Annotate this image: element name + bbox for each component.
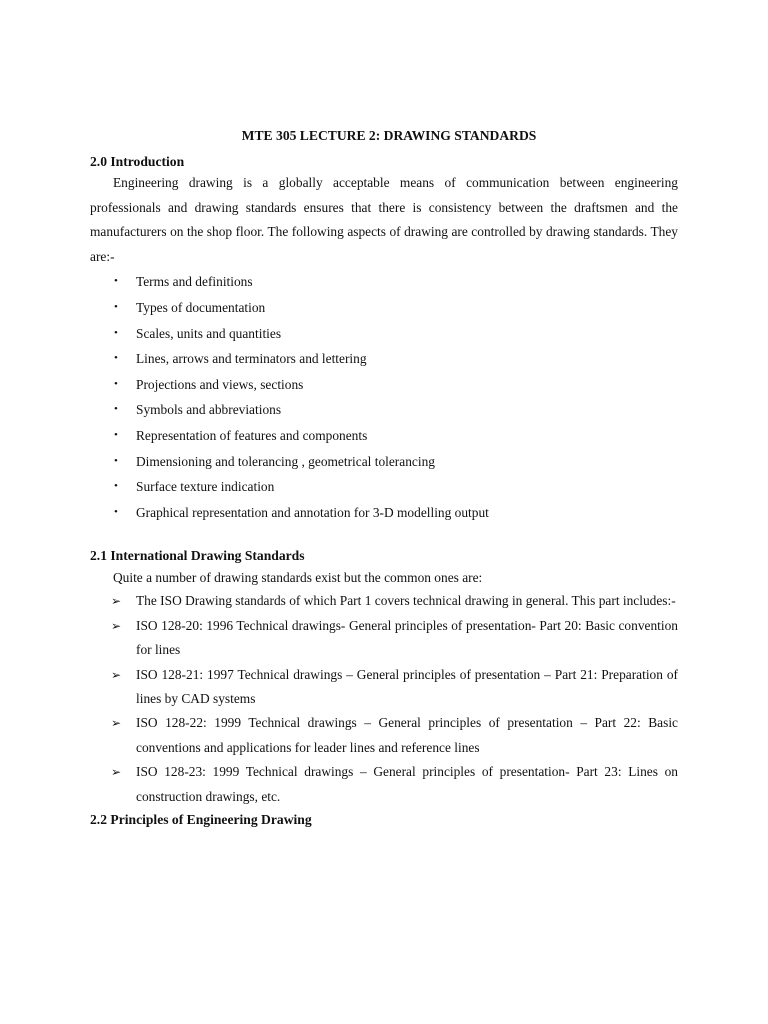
- bullet-icon: •: [114, 428, 118, 441]
- section-spacer: [90, 525, 678, 545]
- list-item: [90, 500, 678, 526]
- arrow-bullet-icon: ➢: [111, 618, 122, 633]
- list-item-text: Types of documentation: [136, 299, 266, 315]
- list-item: [90, 614, 678, 663]
- list-item: [90, 372, 678, 398]
- bullet-icon: •: [114, 352, 118, 365]
- list-item-text: Symbols and abbreviations: [136, 402, 282, 418]
- arrow-bullet-icon: ➢: [111, 667, 122, 682]
- list-item-text: ISO 128-22: 1999 Technical drawings – General principles of presentation – Part 22: Basic conventions and applications for leader lines and reference lines: [136, 715, 678, 755]
- bullet-icon: •: [114, 326, 118, 339]
- list-item-text: Terms and definitions: [136, 274, 253, 290]
- list-item-text: ISO 128-21: 1997 Technical drawings – General principles of presentation – Part 21: Preparation of lines by CAD systems: [136, 666, 678, 706]
- list-item-text: Dimensioning and tolerancing , geometrical tolerancing: [136, 453, 435, 469]
- list-item: [90, 269, 678, 295]
- list-item-text: Representation of features and components: [136, 427, 368, 443]
- standards-intro-text: Quite a number of drawing standards exist but the common ones are:: [113, 570, 483, 586]
- list-item: [90, 474, 678, 500]
- bullet-icon: •: [114, 300, 118, 313]
- list-item-text: Graphical representation and annotation for 3-D modelling output: [136, 504, 489, 520]
- arrow-bullet-icon: ➢: [111, 765, 122, 780]
- list-item: [90, 321, 678, 347]
- introduction-paragraph: Engineering drawing is a globally acceptable means of communication between engineering professionals and drawing standards ensures that there is consistency between the draftsmen and the manufacturers on the shop floor. The following aspects of drawing are controlled by drawing standards. They are:-: [90, 175, 678, 264]
- list-item: [90, 295, 678, 321]
- list-item-text: Projections and views, sections: [136, 376, 304, 392]
- bullet-icon: •: [114, 275, 118, 288]
- list-item: [90, 423, 678, 449]
- list-item: [90, 589, 678, 613]
- list-item: [90, 711, 678, 760]
- section-heading-introduction: 2.0 Introduction: [90, 154, 185, 169]
- bullet-icon: •: [114, 505, 118, 518]
- page-title: MTE 305 LECTURE 2: DRAWING STANDARDS: [241, 128, 537, 143]
- list-item: [90, 449, 678, 475]
- list-item-text: ISO 128-23: 1999 Technical drawings – General principles of presentation- Part 23: Lines on construction drawings, etc.: [136, 764, 678, 804]
- list-item: [90, 397, 678, 423]
- list-item: [90, 760, 678, 809]
- section-heading-international-standards: 2.1 International Drawing Standards: [90, 548, 305, 564]
- list-item: [90, 663, 678, 712]
- bullet-icon: •: [114, 480, 118, 493]
- list-item-text: ISO 128-20: 1996 Technical drawings- General principles of presentation- Part 20: Basic convention for lines: [136, 617, 678, 658]
- list-item-text: Surface texture indication: [136, 479, 275, 495]
- section-heading-principles: 2.2 Principles of Engineering Drawing: [90, 811, 312, 827]
- list-item: [90, 346, 678, 372]
- standards-arrow-list: [90, 589, 678, 809]
- list-item-text: The ISO Drawing standards of which Part 1 covers technical drawing in general. This part includes:-: [136, 593, 676, 609]
- list-item-text: Scales, units and quantities: [136, 325, 282, 341]
- aspects-bullet-list: [90, 269, 678, 525]
- bullet-icon: •: [114, 403, 118, 416]
- bullet-icon: •: [114, 377, 118, 390]
- bullet-icon: •: [114, 454, 118, 467]
- arrow-bullet-icon: ➢: [111, 716, 122, 731]
- arrow-bullet-icon: ➢: [111, 594, 122, 609]
- list-item-text: Lines, arrows and terminators and lettering: [136, 351, 367, 367]
